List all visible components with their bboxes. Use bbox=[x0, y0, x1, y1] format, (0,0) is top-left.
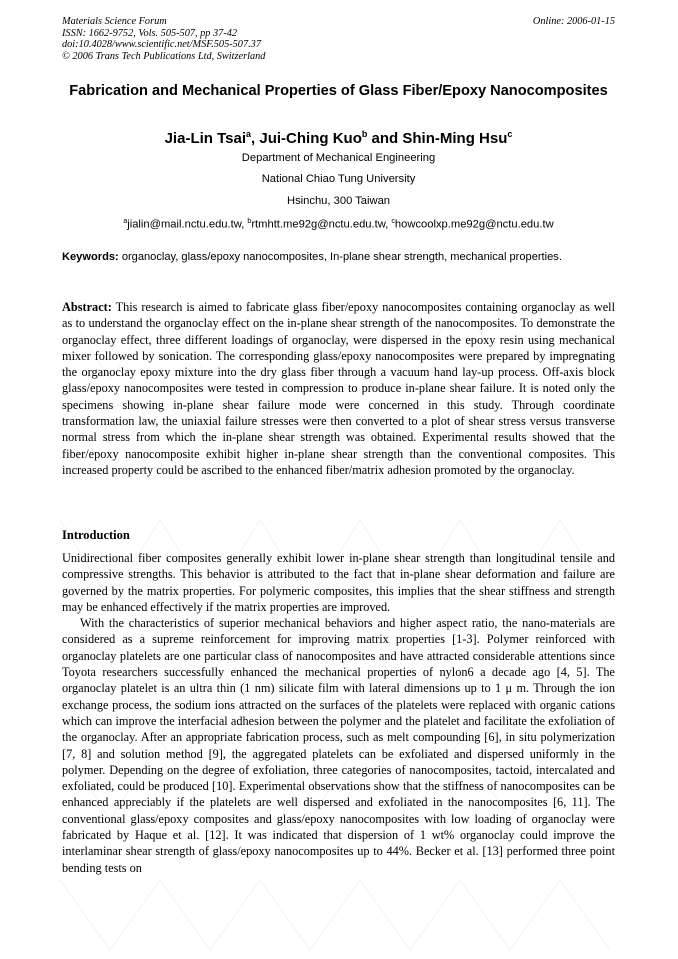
email-mark: a bbox=[123, 218, 128, 225]
abstract-block bbox=[62, 299, 615, 478]
issn-line: ISSN: 1662-9752, Vols. 505-507, pp 37-42 bbox=[62, 27, 238, 39]
author-affil-mark: b bbox=[361, 129, 368, 139]
affiliation-department: Department of Mechanical Engineering bbox=[241, 152, 436, 164]
section-heading-introduction: Introduction bbox=[62, 528, 130, 542]
email-link[interactable]: jialin@mail.nctu.edu.tw bbox=[127, 218, 242, 231]
email-mark: c bbox=[391, 218, 395, 225]
abstract-text: This research is aimed to fabricate glass fiber/epoxy nanocomposites containing organoclay as well as to understand the organoclay effect on the in-plane shear strength of the nanocomposites. To demonstrate the organoclay effect, three different loadings of organoclay, were dispersed in the epoxy resin using mechanical mixer followed by sonication. The corresponding glass/epoxy nanocomposites were prepared by impregnating the organoclay epoxy mixture into the dry glass fiber through a vacuum hand lay-up process. Off-axis block glass/epoxy nanocomposites were tested in compression to produce in-plane shear failure. It is noted only the specimens showing in-plane shear failure mode were concerned in this study. Through coordinate transformation law, the uniaxial failure stresses were then converted to a plot of shear stress versus transverse normal stress from which the in-plane shear strength was obtained. Experimental results showed that the fiber/epoxy nanocomposite exhibit higher in-plane shear strength than the conventional composites. This increased property could be ascribed to the enhanced fiber/matrix adhesion promoted by the organoclay. bbox=[62, 300, 615, 477]
abstract-label: Abstract: bbox=[62, 300, 112, 314]
email-link[interactable]: rtmhtt.me92g@nctu.edu.tw bbox=[251, 218, 386, 231]
paragraph: Unidirectional fiber composites generally exhibit lower in-plane shear strength than longitudinal tensile and compressive strengths. This behavior is attributed to the fact that in-plane shear deformation and failure are governed by the matrix properties. For polymeric composites, this implies that the shear stiffness and strength may be enhanced effectively if the matrix properties are improved. bbox=[62, 551, 615, 614]
copyright-line: © 2006 Trans Tech Publications Ltd, Switzerland bbox=[62, 50, 266, 62]
author-affil-mark: a bbox=[246, 129, 252, 139]
author-affil-mark: c bbox=[507, 129, 513, 139]
author-separator: , bbox=[251, 130, 260, 147]
keywords-text: organoclay, glass/epoxy nanocomposites, In-plane shear strength, mechanical properties. bbox=[121, 251, 562, 263]
author-name: Jui-Ching Kuo bbox=[259, 130, 362, 147]
doi-line: doi:10.4028/www.scientific.net/MSF.505-507.37 bbox=[62, 39, 261, 50]
affiliation-university: National Chiao Tung University bbox=[261, 173, 416, 185]
affiliation-city: Hsinchu, 300 Taiwan bbox=[286, 195, 391, 207]
online-date: Online: 2006-01-15 bbox=[532, 16, 615, 27]
author-emails: $^a$jialin@mail.nctu.edu.tw, $^b$rtmhtt.me92g@nctu.edu.tw, $^c$howcoolxp.me92g@nctu.edu.tw bbox=[123, 218, 554, 231]
keywords-block bbox=[62, 250, 615, 264]
email-mark: b bbox=[247, 218, 252, 225]
paper-title: Fabrication and Mechanical Properties of Glass Fiber/Epoxy Nanocomposites bbox=[69, 83, 608, 99]
keywords-label: Keywords: bbox=[62, 251, 119, 263]
author-list bbox=[62, 124, 615, 149]
author-name: Shin-Ming Hsu bbox=[402, 130, 508, 147]
author-separator: and bbox=[367, 130, 403, 147]
introduction-body bbox=[62, 550, 615, 876]
email-link[interactable]: howcoolxp.me92g@nctu.edu.tw bbox=[394, 218, 554, 231]
publication-header bbox=[62, 16, 265, 62]
journal-name: Materials Science Forum bbox=[62, 16, 167, 27]
author-name: Jia-Lin Tsai bbox=[164, 130, 247, 147]
paragraph: With the characteristics of superior mechanical behaviors and higher aspect ratio, the nano-materials are considered as a supreme reinforcement for improving matrix properties [1-3]. Polymer reinforced with organoclay platelets are one particular class of nanocomposites and have attracted considerable attentions since Toyota researchers successfully enhanced the mechanical properties of nylon6 a decade ago [4, 5]. The organoclay platelet is an ultra thin (1 nm) silicate film with lateral dimensions up to 1 μ m. Through the ion exchange process, the sodium ions attracted on the surfaces of the platelets were replaced with organic cations which can improve the interfacial adhesion between the polymer and the platelet and facilitate the exfoliation of the organoclay. After an appropriate fabrication process, such as melt compounding [6], in situ polymerization [7, 8] and solution method [9], the aggregated platelets can be exfoliated and dispersed uniformly in the polymer. Depending on the degree of exfoliation, three categories of nanocomposites, tactoid, intercalated and exfoliated, could be produced [10]. Experimental observations show that the stiffness of nanocomposites can be enhanced appreciably if the platelets are well dispersed and exfoliated in the nanocomposites [6, 11]. The conventional glass/epoxy composites and glass/epoxy nanocomposites with low loading of organoclay were fabricated by Haque et al. [12]. It was indicated that dispersion of 1 wt% organoclay could improve the interlaminar shear strength of glass/epoxy nanocomposites up to 44%. Becker et al. [13] performed three point bending tests on bbox=[62, 616, 615, 875]
